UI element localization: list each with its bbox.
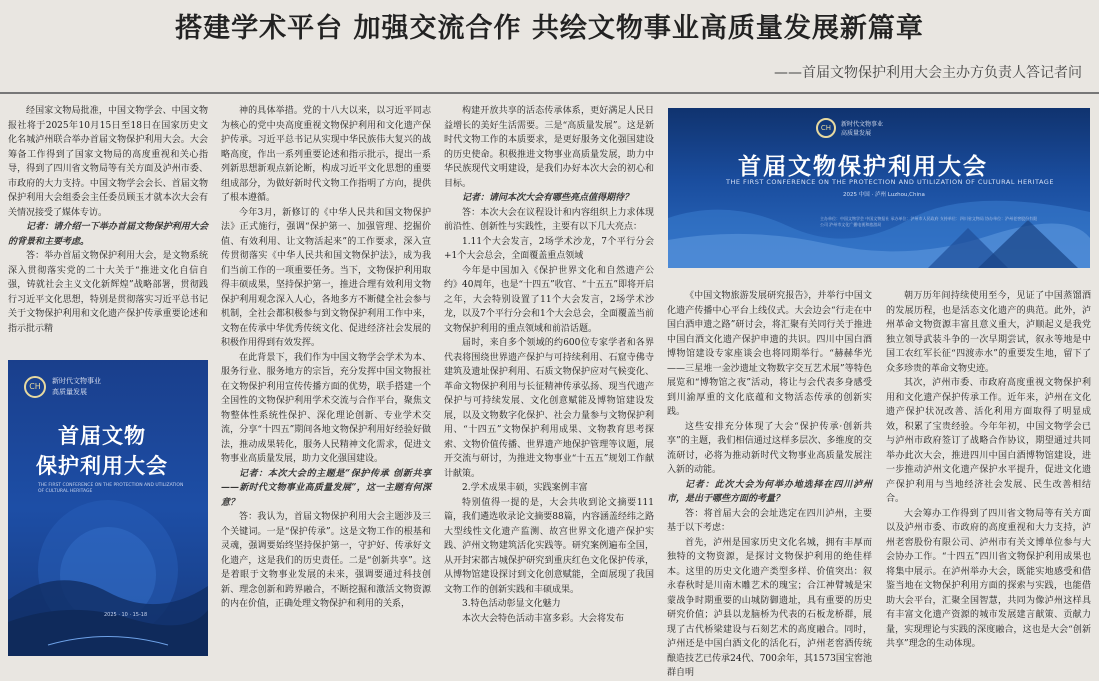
poster-title-line-1: 首届文物 (58, 424, 146, 448)
article-column-1 (8, 104, 208, 354)
interview-question: 记者：本次大会的主题是“保护传承 创新共享——新时代文物事业高质量发展”，这一主题有何深意？ (221, 468, 431, 508)
article-paragraph: 大会筹办工作得到了四川省文物局等有关方面以及泸州市委、市政府的高度重视和大力支持，泸州老窖股份有限公司、泸州市有关文博单位参与大会协办工作。“十四五”四川省文物保护利用成果也将集中展示。在泸州举办大会，既能实地感受和借鉴当地在文物保护利用方面的探索与实践，也能借助大会平台，汇聚全国智慧，共同为像泸州这样具有丰富文化遗产资源的城市发展建言献策、贡献力量，实现理论与实践的深度融合，这也是大会“创新共享”理念的生动体现。 (886, 508, 1091, 649)
header-rule (0, 92, 1099, 94)
article-paragraph: 今年3月，新修订的《中华人民共和国文物保护法》正式施行，强调“保护第一、加强管理、挖掘价值、有效利用、让文物活起来”的工作要求，深入宣传贯彻落实《中华人民共和国文物保护法》，成为我们当前工作的一项重要任务。当下，文物保护利用取得丰硕成果，坚持保护第一，推进合理有效利用文物保护利用观念深入人心，各地多方不断健全社会参与机制，全社会都积极参与到文物保护利用工作中来，文物在传承中华优秀传统文化、促进经济社会发展的积极作用得到有效发挥。 (221, 207, 431, 348)
banner-logo-line-1: 新时代文物事业 (841, 121, 884, 128)
banner-logo: CH (816, 118, 836, 138)
article-paragraph: 1.11个大会发言，2场学术沙龙，7个平行分会+1个大会总会，全面覆盖重点领域 (444, 236, 654, 261)
article-paragraph: 这些安排充分体现了大会“保护传承·创新共享”的主题，我们相信通过这样多层次、多维度的交流研讨，必将为推动新时代文物事业高质量发展注入新的动能。 (667, 421, 872, 475)
article-paragraph: 首先，泸州是国家历史文化名城，拥有丰厚而独特的文物资源，是探讨文物保护利用的绝佳样本。这里的历史文化遗产类型多样、价值突出：叙永春秋时是川南木雕艺术的瑰宝；合江神臂城是宋蒙战争时期重要的山城防御遗址，具有重要的历史研究价值；泸县以龙脑桥为代表的石板龙桥群，展现了古代桥梁建设与石刻艺术的高度融合。同时，泸州还是中国白酒文化的活化石，泸州老窖酒传统酿造技艺已传承24代、700余年，其1573国宝窖池群自明 (667, 537, 872, 678)
banner-title: 首届文物保护利用大会 (738, 154, 988, 180)
article-paragraph: 特别值得一提的是，大会共收到论文摘要111篇，我们遴选收录论文摘要88篇，内容涵盖经纬之路大型线性文化遗产监测、故宫世界文化遗产保护实践、泸州文物建筑活化实践等。研究案例遍布全国，从开封宋都古城保护研究到重庆红色文化保护传承，从博物馆建设探讨到文化创意赋能，全面展现了我国文物工作的创新实践和丰硕成果。 (444, 497, 654, 595)
article-column-2 (221, 104, 431, 656)
interview-question: 记者：请介绍一下举办首届文物保护利用大会的背景和主要考虑。 (8, 222, 208, 247)
article-paragraph: 朝万历年间持续使用至今，见证了中国蒸馏酒的发展历程，也是活态文化遗产的典范。此外，泸州革命文物资源丰富且意义重大，泸顺起义是我党独立领导武装斗争的一次早期尝试，叙永等地是中国工农红军长征“四渡赤水”的重要发生地，留下了众多珍贵的革命文物史迹。 (886, 291, 1091, 374)
conference-banner (668, 108, 1090, 268)
poster-date: 2025 · 10 · 15-18 (104, 612, 148, 618)
article-paragraph: 答：举办首届文物保护利用大会，是文物系统深入贯彻落实党的二十大关于“推进文化自信自强，铸就社会主义文化新辉煌”战略部署，贯彻践行习近平文化思想，特别是贯彻落实习近平总书记关于文物保护利用和文化遗产保护传承重要论述和指示批示精 (8, 251, 208, 334)
article-paragraph: 3.特色活动彰显文化魅力 (462, 599, 561, 609)
article-paragraph: 在此背景下，我们作为中国文物学会学术为本、服务行业、服务地方的宗旨，充分发挥中国文物报社在文物保护利用宣传传播方面的优势，联手搭建一个全国性的文物保护利用学术交流与合作平台，聚焦文物整体性系统性保护、深化理论创新、专业学术交流，分享“十四五”期间各地文物保护利用好经验好做法，推动成果转化，服务人民精神文化需求，促进文物事业高质量发展，助力文化强国建设。 (221, 352, 431, 464)
article-paragraph: 2.学术成果丰硕，实践案例丰富 (462, 483, 588, 493)
conference-logo: CH (24, 376, 46, 398)
headline: 搭建学术平台 加强交流合作 共绘文物事业高质量发展新篇章 (175, 13, 924, 44)
article-column-3 (444, 104, 654, 656)
interview-question: 记者：此次大会为何举办地选择在四川泸州市，是出于哪些方面的考量？ (667, 479, 872, 504)
article-paragraph: 构建开放共享的活态传承体系，更好满足人民日益增长的美好生活需要。三是“高质量发展”。这是新时代文物工作的本质要求，是更好服务文化强国建设的历史使命。积极推进文物事业高质量发展，助力中华民族现代文明建设，是我们办好本次大会的初心和目标。 (444, 106, 654, 189)
article-column-5 (886, 289, 1091, 656)
interview-question: 记者：请问本次大会有哪些亮点值得期待？ (462, 193, 634, 203)
article-paragraph: 届时，来自多个领域的约600位专家学者和各界代表将围绕世界遗产保护与可持续利用、石窟寺佛寺建筑及遗址保护利用、石质文物保护应对气候变化、革命文物保护利用与长征精神传承弘扬、现当代遗产保护与可持续发展、文化创意赋能及博物馆建设发展，以及文物数字化保护、社会力量参与文物保护利用、“十四五”文物保护利用成果、文物教育思考探索、文物价值传播、世界遗产地保护管理等议题，展开交流与研讨，为推进文物事业“十五五”规划工作献计献策。 (444, 338, 654, 479)
article-paragraph: 答：将首届大会的会址选定在四川泸州，主要基于以下考虑： (667, 508, 872, 533)
article-paragraph: 本次大会特色活动丰富多彩。大会将发布 (462, 613, 625, 624)
article-column-4 (667, 289, 872, 678)
article-paragraph: 答：我认为，首届文物保护利用大会主题涉及三个关键词。一是“保护传承”。这是文物工作的根基和灵魂，强调要始终坚持保护第一，守护好、传承好文化遗产，这是我们的历史责任。二是“创新共享”。这是着眼于文物事业发展的未来，强调要通过科技创新、理念创新和跨界融合，不断挖掘和激活文物资源的内在价值，正确处理文物保护和利用的关系， (221, 512, 431, 609)
poster-logo-line-2: 高质量发展 (52, 388, 87, 396)
subheadline: ——首届文物保护利用大会主办方负责人答记者问 (774, 65, 1082, 81)
banner-logo-line-2: 高质量发展 (841, 130, 872, 137)
article-paragraph: 《中国文物旅游发展研究报告》，并举行中国文化遗产传播中心平台上线仪式。大会边会“行走在中国白酒申遗之路”研讨会，将汇聚有关同行关于推进中国白酒文化遗产保护申遗的共识。四川中国白酒博物馆建设专家座谈会也将同期举行。“赫赫华光——三星堆一金沙遗址文物数字交互艺术展”等特色展览和“博物馆之夜”活动，将让与会代表多身感受到川渝厚重的文化底蕴和文物活态传承的创新实践。 (667, 291, 872, 417)
poster-english-title: THE FIRST CONFERENCE ON THE PROTECTION AND UTILIZATION OF CULTURAL HERITAGE (38, 483, 184, 494)
article-paragraph: 经国家文物局批准，中国文物学会、中国文物报社将于2025年10月15日至18日在国家历史文化名城泸州联合举办首届文物保护利用大会。大会筹备工作得到了国家文物局的高度重视和关心指导，得到了四川省文物局等有关方面及泸州市委、市政府的大力支持。中国文物学会会长、首届文物保护利用大会组委会主任委员顾玉才就本次大会有关情况接受了媒体专访。 (8, 106, 208, 218)
article-paragraph: 今年是中国加入《保护世界文化和自然遗产公约》40周年，也是“十四五”收官、“十五五”即将开启之年，大会特别设置了11个大会发言，2场学术沙龙，以及7个平行分会和1个大会总会，全面覆盖当前文物保护利用的重点领域和前沿话题。 (444, 265, 654, 334)
banner-date: 2025 中国 · 泸州 Luzhou,China (843, 192, 925, 198)
banner-decoration (668, 108, 1090, 268)
banner-organizers: 主办单位：中国文物学会 中国文物报社 承办单位：泸州市人民政府 支持单位：四川省文物局 协办单位：泸州老窖股份有限公司 泸州市文化广播电视和旅游局 (820, 216, 1038, 227)
banner-english-title: THE FIRST CONFERENCE ON THE PROTECTION AND UTILIZATION OF CULTURAL HERITAGE (726, 178, 1054, 186)
article-paragraph: 答：本次大会在议程设计和内容组织上力求体现前沿性、创新性与实践性，主要有以下几大亮点： (444, 207, 654, 232)
article-paragraph: 神的具体举措。党的十八大以来，以习近平同志为核心的党中央高度重视文物保护利用和文化遗产保护传承。习近平总书记从实现中华民族伟大复兴的战略高度，作出一系列重要论述和指示批示，提出一系列新思想新观点新论断，构成习近平文化思想的重要组成部分，为做好新时代文物工作指明了方向，提供了根本遵循。 (221, 106, 431, 203)
poster-logo-line-1: 新时代文物事业 (52, 377, 101, 385)
article-paragraph: 其次，泸州市委、市政府高度重视文物保护利用和文化遗产保护传承工作。近年来，泸州在文化遗产保护状况改善、活化利用方面取得了明显成效，积累了宝贵经验。今年年初，中国文物学会已与泸州市政府签订了战略合作协议，期望通过共同举办此次大会，推进四川中国白酒博物馆建设，进一步推动泸州文化遗产保护水平提升，促进文化遗产保护利用与当地经济社会发展、民生改善相结合。 (886, 378, 1091, 504)
poster-title-line-2: 保护利用大会 (36, 454, 168, 478)
conference-poster (8, 360, 208, 656)
